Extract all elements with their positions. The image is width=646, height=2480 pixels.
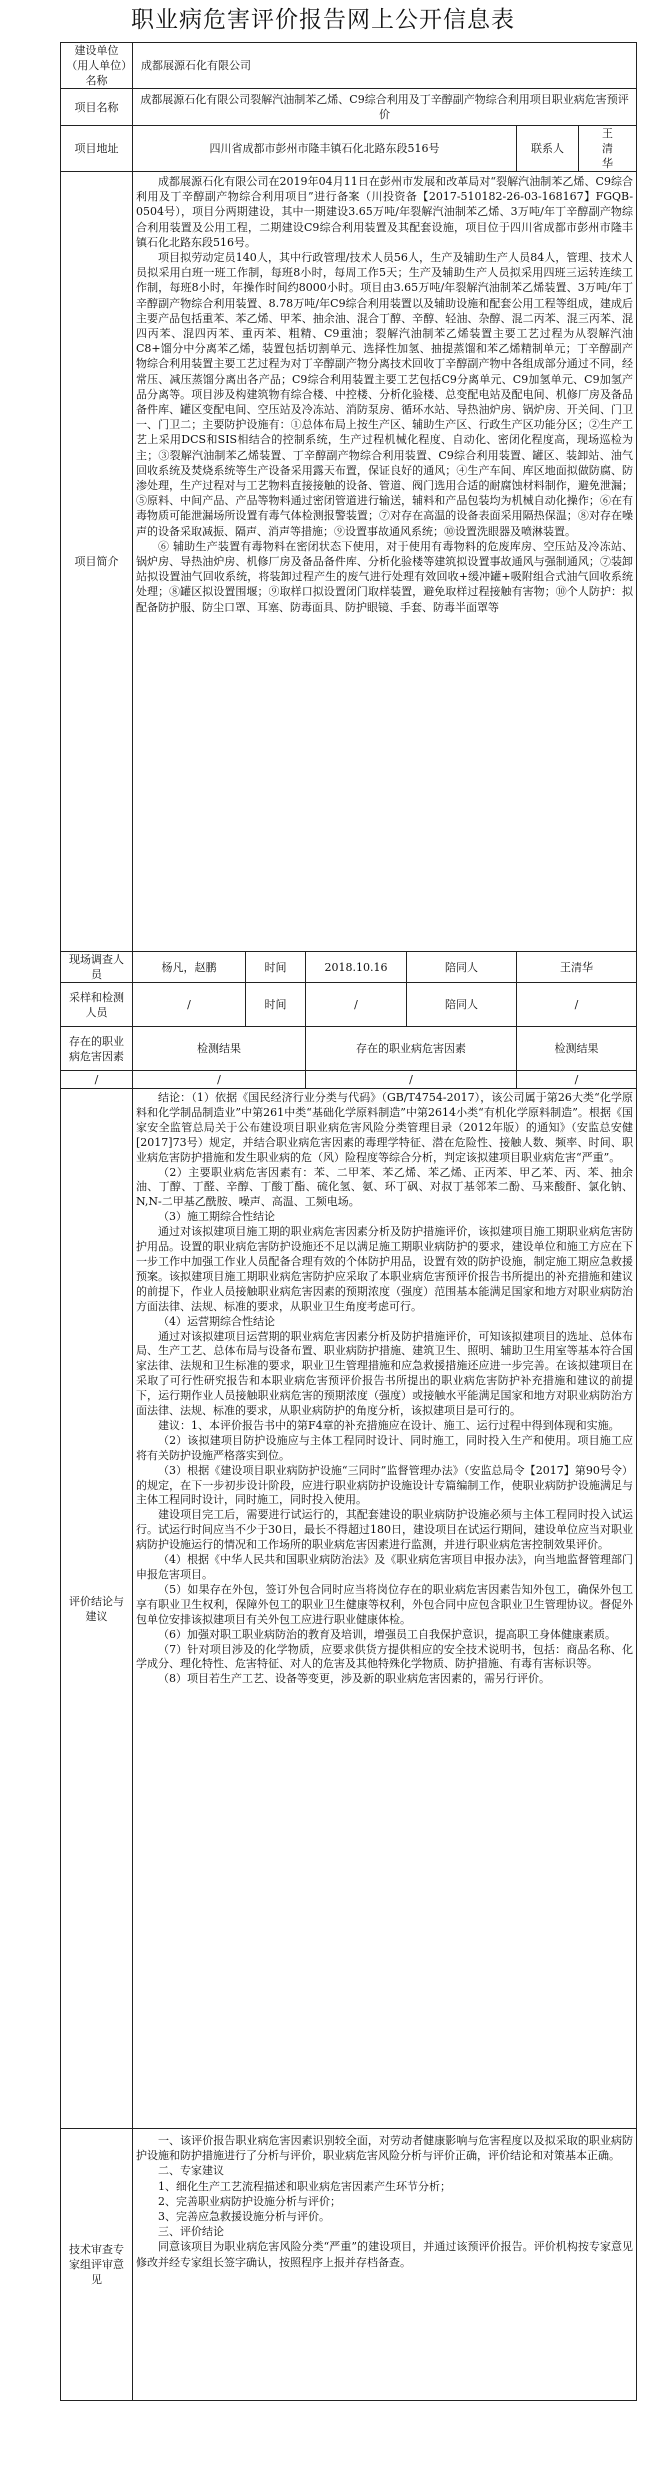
expert-paragraph: 1、细化生产工艺流程描述和职业病危害因素产生环节分析；	[158, 2179, 451, 2193]
survey-value: 杨凡，赵鹏	[133, 952, 246, 983]
expert-paragraph: 3、完善应急救援设施分析与评价。	[158, 2210, 330, 2224]
sampling-label: 采样和检测人员	[61, 983, 133, 1027]
intro-content	[133, 172, 637, 952]
sampling-companion-value: /	[517, 983, 637, 1027]
hazard-col1: 检测结果	[133, 1027, 306, 1071]
survey-companion-label: 陪同人	[407, 952, 517, 983]
expert-label: 技术审查专家组评审意见	[61, 2129, 133, 2401]
expert-paragraph: 三、评价结论	[158, 2225, 224, 2239]
address-value: 四川省成都市彭州市隆丰镇石化北路东段516号	[133, 126, 517, 172]
survey-companion-value: 王清华	[517, 952, 637, 983]
conclusion-paragraph: 建设项目完工后，需要进行试运行的，其配套建设的职业病防护设施必须与主体工程同时投入试运行。试运行时间应当不少于30日，最长不得超过180日，建设项目在试运行期间，建设单位应当对职业病防护设施运行的情况和工作场所的职业病危害因素进行监测，并进行职业病危害控制效果评价。	[136, 1508, 634, 1552]
conclusion-paragraph: （3）根据《建设项目职业病防护设施“三同时”监督管理办法》（安监总局令【2017】第90号令）的规定，在下一步初步设计阶段，应进行职业病防护设施设计专篇编制工作，使职业病防护设施满足与主体工程同时设计，同时施工，同时投入使用。	[136, 1463, 634, 1507]
expert-paragraph: 2、完善职业病防护设施分析与评价；	[158, 2194, 341, 2208]
intro-paragraph: ⑥ 辅助生产装置有毒物料在密闭状态下使用，对于使用有毒物料的危废库房、空压站及冷冻站、锅炉房、导热油炉房、机修厂房及备品备件库、分析化验楼等建筑拟设置事故通风与强制通风；⑦装卸站拟设置油气回收系统，将装卸过程产生的废气进行处理有效回收+缓冲罐+吸附组合式油气回收系统处理；⑧罐区拟设置围堰；⑨取样口拟设置闭门取样装置，避免取样过程接触有害物；⑩个人防护：拟配备防护服、防尘口罩、耳塞、防毒面具、防护眼镜、手套、防毒半面罩等	[136, 539, 634, 614]
intro-paragraph: 成都展源石化有限公司在2019年04月11日在彭州市发展和改革局对“裂解汽油制苯乙烯、C9综合利用及丁辛醇副产物综合利用项目”进行备案（川投资备【2017-510182-26-03-168167】FGQB-0504号），项目分两期建设，其中一期建设3.65万吨/年裂解汽油制苯乙烯、3万吨/年丁辛醇副产物综合利用装置及公用工程，二期建设C9综合利用装置及其配套设施，项目位于四川省成都市彭州市隆丰镇石化北路东段516号。	[136, 175, 634, 249]
hazard-slash: /	[133, 1071, 306, 1089]
intro-paragraph: 项目拟劳动定员140人，其中行政管理/技术人员56人，生产及辅助生产人员84人，管理、技术人员拟采用白班一班工作制，每班8小时，每周工作5天；生产及辅助生产人员拟采用四班三运转连续工作制，每班8小时，年操作时间约8000小时。项目由3.65万吨/年裂解汽油制苯乙烯装置、3万吨/年丁辛醇副产物综合利用装置、8.78万吨/年C9综合利用装置以及辅助设施和配套公用工程等组成，建成后主要产品包括重苯、苯乙烯、甲苯、抽余油、混合丁醇、辛醇、轻油、杂醇、混二丙苯、混三丙苯、混四丙苯、混四丙苯、重丙苯、粗精、C9重油；裂解汽油制苯乙烯装置主要工艺过程为从裂解汽油C8+馏分中分离苯乙烯，装置包括切割单元、选择性加氢、抽提蒸馏和苯乙烯精制单元；丁辛醇副产物综合利用装置主要工艺过程为对丁辛醇副产物分离技术回收丁辛醇副产物中各组成部分通过不同，经常压、减压蒸馏分离出各产品；C9综合利用装置主要工艺包括C9分离单元、C9加氢单元、C9加氢产品分离等。项目涉及构建筑物有综合楼、中控楼、分析化验楼、总变配电站及配电间、机修厂房及备品备件库、罐区变配电间、空压站及冷冻站、消防泵房、循环水站、导热油炉房、锅炉房、开关间、门卫一、门卫二；主要防护设施有：①总体布局上按生产区、辅助生产区、行政生产区功能分区；②生产工艺上采用DCS和SIS相结合的控制系统，生产过程机械化程度、自动化、密闭化程度高，现场巡检为主；③裂解汽油制苯乙烯装置、丁辛醇副产物综合利用装置、C9综合利用装置、罐区、装卸站、油气回收系统及焚烧系统等生产设备采用露天布置，保证良好的通风；④生产车间、库区地面拟做防腐、防渗处理，生产过程对与工艺物料直接接触的设备、管道、阀门选用合适的耐腐蚀材料制作，避免泄漏；⑤原料、中间产品、产品等物料通过密闭管道进行输送，辅料和产品包装均为机械自动化操作；⑥在有毒物质可能泄漏场所设置有毒气体检测报警装置；⑦对存在高温的设备表面采用隔热保温；⑧对存在噪声的设备采取减振、隔声、消声等措施；⑨设置事故通风系统；⑩设置洗眼器及喷淋装置。	[136, 251, 634, 538]
unit-value: 成都展源石化有限公司	[133, 43, 637, 89]
conclusion-paragraph: （5）如果存在外包，签订外包合同时应当将岗位存在的职业病危害因素告知外包工，确保外包工享有职业卫生权利，保障外包工的职业卫生健康等权利，外包合同中应包含职业卫生管理协议。督促外包单位安排该拟建项目有关外包工应进行职业健康体检。	[136, 1582, 634, 1626]
project-row	[61, 89, 637, 126]
sampling-time-label: 时间	[246, 983, 306, 1027]
survey-row-1	[61, 952, 637, 983]
conclusion-paragraph: （3）施工期综合性结论	[158, 1210, 275, 1224]
sampling-companion-label: 陪同人	[407, 983, 517, 1027]
conclusion-paragraph: 建议：1、本评价报告书中的第F4章的补充措施应在设计、施工、运行过程中得到体现和实施。	[158, 1418, 620, 1432]
survey-label: 现场调查人员	[61, 952, 133, 983]
expert-paragraph: 同意该项目为职业病危害风险分类“严重”的建设项目，并通过该预评价报告。评价机构按专家意见修改并经专家组长签字确认，按照程序上报并存档备查。	[136, 2240, 634, 2269]
hazard-header-row	[61, 1027, 637, 1071]
conclusion-paragraph: 通过对该拟建项目运营期的职业病危害因素分析及防护措施评价，可知该拟建项目的选址、总体布局、生产工艺、总体布局与设备布置、职业病防护措施、建筑卫生、照明、辅助卫生用室等基本符合国家法律、法规和卫生标准的要求，职业卫生管理措施和应急救援措施还应进一步完善。在该拟建项目在采取了可行性研究报告和本职业病危害预评价报告书所提出的职业病危害防护补充措施和建议的前提下，运行期作业人员接触职业病危害的预期浓度（强度）或接触水平能满足国家和地方对职业病防治方面法律、法规、标准的要求，从职业病防护的角度分析，该拟建项目是可行的。	[136, 1329, 634, 1418]
address-label: 项目地址	[61, 126, 133, 172]
conclusion-paragraph: （2）主要职业病危害因素有：苯、二甲苯、苯乙烯、苯乙烯、正丙苯、甲乙苯、丙、苯、抽余油、丁醇、丁醛、辛醇、丁酸丁酯、硫化氢、氨、环丁砜、对叔丁基邻苯二酚、马来酸酐、氯化钠、N,N-二甲基乙酰胺、噪声、高温、工频电场。	[136, 1165, 634, 1209]
project-label: 项目名称	[61, 89, 133, 126]
hazard-label: 存在的职业病危害因素	[61, 1027, 133, 1071]
conclusion-paragraph: （6）加强对职工职业病防治的教育及培训，增强员工自我保护意识，提高职工身体健康素质。	[158, 1627, 616, 1641]
sampling-time-value: /	[306, 983, 407, 1027]
survey-time-label: 时间	[246, 952, 306, 983]
expert-paragraph: 二、专家建议	[158, 2164, 224, 2178]
hazard-slash: /	[306, 1071, 517, 1089]
conclusion-content	[133, 1089, 637, 2129]
contact-value: 王清华	[579, 126, 637, 172]
conclusion-paragraph: 结论：（1）依据《国民经济行业分类与代码》（GB/T4754-2017），该公司属于第26大类“化学原料和化学制品制造业”中第261中类“基础化学原料制造”中第2614小类“有机化学原料制造”。根据《国家安全监管总局关于公布建设项目职业病危害风险分类管理目录（2012年版）的通知》（安监总安健[2017]73号）规定，并结合职业病危害因素的毒理学特征、潜在危险性、接触人数、频率、时间、职业病危害防护措施和发生职业病的危（风）险程度等综合分析，判定该拟建项目职业病危害“严重”。	[136, 1091, 634, 1164]
intro-label: 项目简介	[61, 172, 133, 952]
intro-row	[61, 172, 637, 952]
conclusion-paragraph: （2）该拟建项目防护设施应与主体工程同时设计、同时施工，同时投入生产和使用。项目施工应将有关防护设施严格落实到位。	[136, 1433, 634, 1462]
conclusion-row	[61, 1089, 637, 2129]
contact-label: 联系人	[517, 126, 579, 172]
hazard-value-row	[61, 1071, 637, 1089]
hazard-slash: /	[61, 1071, 133, 1089]
conclusion-paragraph: （8）项目若生产工艺、设备等变更，涉及新的职业病危害因素的，需另行评价。	[158, 1672, 550, 1686]
info-table	[60, 42, 637, 2401]
conclusion-label: 评价结论与建议	[61, 1089, 133, 2129]
address-row	[61, 126, 637, 172]
unit-label: 建设单位（用人单位）名称	[61, 43, 133, 89]
expert-row	[61, 2129, 637, 2401]
sampling-value: /	[133, 983, 246, 1027]
expert-content	[133, 2129, 637, 2401]
project-value: 成都展源石化有限公司裂解汽油制苯乙烯、C9综合利用及丁辛醇副产物综合利用项目职业病危害预评价	[133, 89, 637, 126]
hazard-col3: 检测结果	[517, 1027, 637, 1071]
conclusion-paragraph: （7）针对项目涉及的化学物质，应要求供货方提供相应的安全技术说明书，包括：商品名称、化学成分、理化特性、危害特征、对人的危害及其他特殊化学物质、防护措施、有毒有害标识等。	[136, 1642, 634, 1671]
conclusion-paragraph: （4）运营期综合性结论	[158, 1314, 275, 1328]
hazard-slash: /	[517, 1071, 637, 1089]
expert-paragraph: 一、该评价报告职业病危害因素识别较全面，对劳动者健康影响与危害程度以及拟采取的职业病防护设施和防护措施进行了分析与评价，职业病危害风险分析与评价正确，评价结论和对策基本正确。	[136, 2134, 634, 2163]
survey-row-2	[61, 983, 637, 1027]
survey-time-value: 2018.10.16	[306, 952, 407, 983]
page-title: 职业病危害评价报告网上公开信息表	[131, 7, 515, 33]
unit-row	[61, 43, 637, 89]
conclusion-paragraph: （4）根据《中华人民共和国职业病防治法》及《职业病危害项目申报办法》，向当地监督管理部门申报危害项目。	[136, 1553, 634, 1581]
conclusion-paragraph: 通过对该拟建项目施工期的职业病危害因素分析及防护措施评价，该拟建项目施工期职业病危害防护用品。设置的职业病危害防护设施还不足以满足施工期职业病防护的要求，建设单位和施工方应在下一步工作中加强工作业人员配备合理有效的个体防护用品，设置有效的防护设施，制定施工期应急救援预案。该拟建项目施工期职业病危害防护应采取了本职业病危害预评价报告书所提出的补充措施和建议的前提下，作业人员接触职业病危害因素的预期浓度（强度）范围基本能满足国家和地方对职业病防治方面法律、法规、标准的要求，从职业卫生角度考虑可行。	[136, 1225, 634, 1313]
hazard-col2: 存在的职业病危害因素	[306, 1027, 517, 1071]
